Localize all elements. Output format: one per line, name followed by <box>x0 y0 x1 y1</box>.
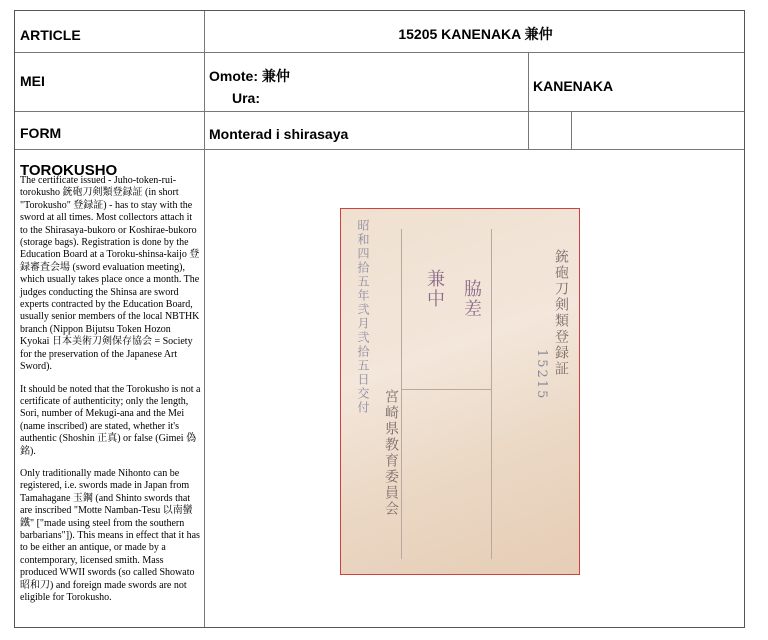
mei-ura: Ura: <box>232 90 261 106</box>
form-value: Monterad i shirasaya <box>209 126 349 142</box>
article-value: 15205 KANENAKA 兼仲 <box>398 26 553 42</box>
torokusho-certificate-image <box>340 208 580 575</box>
form-label: FORM <box>20 125 62 141</box>
mei-label: MEI <box>20 73 45 89</box>
paragraph: It should be noted that the Torokusho is not a certificate of authenticity; only the length, Sori, number of Mekugi-ana and the Mei (name inscribed) are stated, whether it's authentic (Shoshin 正真) or false (Gimei 偽銘). <box>20 383 201 457</box>
paragraph: Only traditionally made Nihonto can be registered, i.e. swords made in Japan from Tamahagane 玉鋼 (and Shinto swords that are inscribed "Motte Namban-Tesu 以南蠻鐵" ["made using steel from the southern barbarians"]). This means in effect that it has to be either an antique, or made by a contemporary, licensed smith. Mass produced WWII swords (so called Showato 昭和刀) and foreign made swords are not eligible for Torokusho. <box>20 467 200 603</box>
torokusho-text <box>20 175 202 614</box>
certificate-date: 昭和四拾五年弐月弐拾五日交付 <box>356 219 370 415</box>
certificate-number: 15215 <box>534 349 549 401</box>
mei-omote: Omote: 兼仲 <box>209 68 290 84</box>
torokusho-title: TOROKUSHO <box>20 162 118 179</box>
certificate-issuer: 宮崎県教育委員会 <box>383 389 399 517</box>
certificate-mei: 兼中 <box>424 269 445 309</box>
certificate-title: 銃砲刀剣類登録証 <box>553 249 569 377</box>
mei-name: KANENAKA <box>533 78 614 94</box>
paragraph: The certificate issued - Juho-token-rui-torokusho 銃砲刀剣類登録証 (in short "Torokusho" 登録証) - has to stay with the sword at all times. Most collectors attach it to the Shirasaya-bukoro or Koshirae-bukoro (storage bags). Registration is done by the Education Board at a Toroku-shinsa-kaijo 登録審査会場 (sword evaluation meeting), which usually takes place once a month. The judges conducting the Shinsa are sword experts contracted by the Education Board, usually senior members of the local NBTHK branch (Nippon Bijutsu Token Hozon Kyokai 日本美術刀剣保存協会 = Society for the preservation of the Japanese Art Sword). <box>20 175 200 373</box>
article-label: ARTICLE <box>20 27 81 43</box>
certificate-type: 脇差 <box>461 279 482 319</box>
